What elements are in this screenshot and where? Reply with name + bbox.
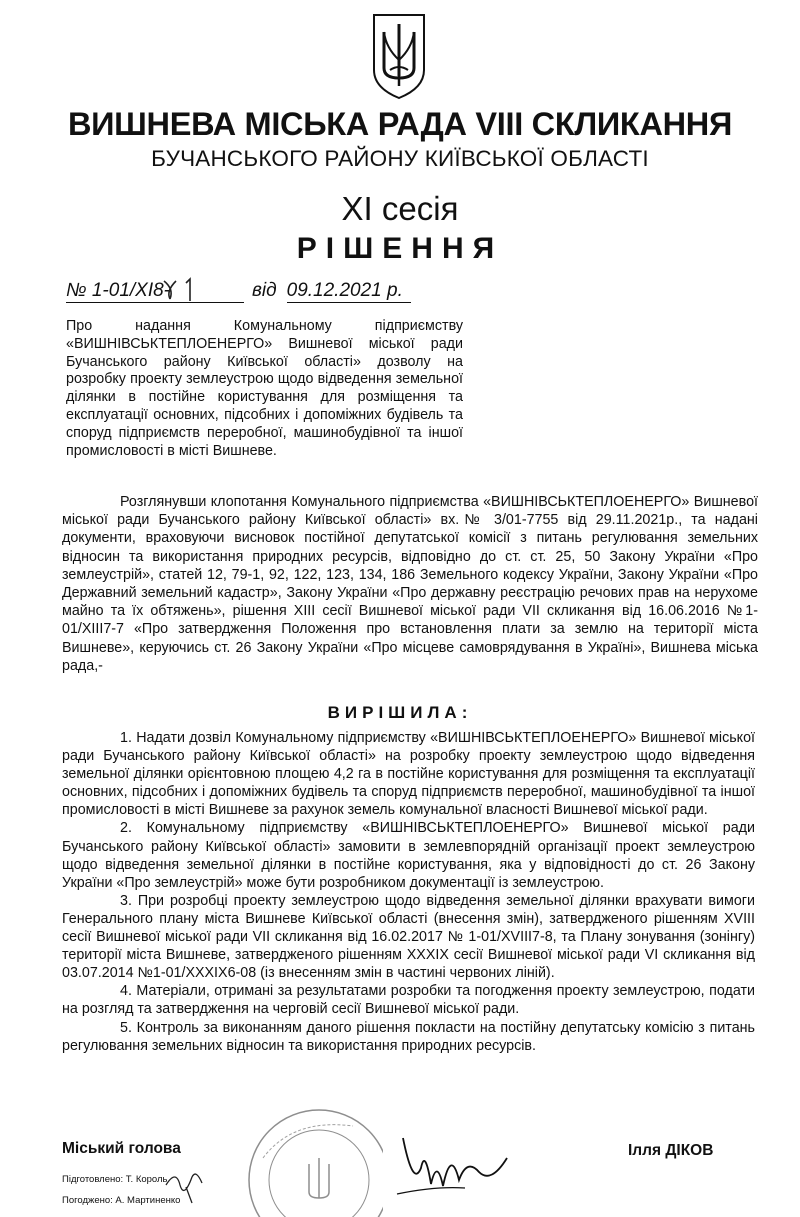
decision-point: 1. Надати дозвіл Комунальному підприємству «ВИШНІВСЬКТЕПЛОЕНЕРГО» Вишневої міської ради Бучанського району Київської області» на розробку проекту землеустрою щодо відведення земельної ділянки орієнтовною площею 4,2 га в постійне користування для розміщення та експлуатації основних, підсобних і допоміжних будівель та споруд підприємств переробної, машинобудівної та іншої промисловості в місті Вишневе за рахунок земель комунальної власності Вишневої міської ради.	[62, 730, 755, 819]
preamble-paragraph: Розглянувши клопотання Комунального підприємства «ВИШНІВСЬКТЕПЛОЕНЕРГО» Вишневої міської ради Бучанського району Київської області» вх.№ 3/01-7755 від 29.11.2021р., та надані документи, враховуючи висновок постійної депутатської комісії з питань регулювання земельних відносин та використання природних ресурсів, відповідно до ст. ст. 25, 50 Закону України «Про землеустрій», статей 12, 79-1, 92, 122, 123, 134, 186 Земельного кодексу України, Закону України «Про Державний земельний кадастр», Закону України «Про державну реєстрацію речових прав на нерухоме майно та їх обтяжень», рішення XIII сесії Вишневої міської ради VII скликання від 16.06.2016 №1-01/XIII7-7 «Про затвердження Положення про встановлення плати за землю на території міста Вишневе», керуючись ст. 26 Закону України «Про місцеве самоврядування в Україні», Вишнева міська рада,-	[62, 494, 758, 674]
document-type: РІШЕННЯ	[296, 232, 504, 265]
agreed-by: Погоджено: А. Мартиненко	[62, 1195, 181, 1206]
decision-point: 4. Матеріали, отримані за результатами розробки та погодження проекту землеустрою, подати на розгляд та затвердження на черговій сесії Вишневої міської ради.	[62, 983, 755, 1018]
prepared-by: Підготовлено: Т. Король	[62, 1174, 168, 1185]
mayor-name: Ілля ДІКОВ	[628, 1142, 714, 1159]
official-seal-stamp	[233, 1098, 383, 1217]
decision-point: 5. Контроль за виконанням даного рішення покласти на постійну депутатську комісію з питань регулювання земельних відносин та використання природних ресурсів.	[62, 1019, 755, 1054]
decision-points	[62, 729, 755, 1055]
trident-coat-of-arms-icon	[370, 12, 428, 100]
mayor-signature	[395, 1128, 515, 1198]
decided-heading: ВИРІШИЛА:	[327, 703, 473, 722]
decision-number: № 1-01/XI8-	[66, 280, 244, 303]
decision-subject: Про надання Комунальному підприємству «ВИШНІВСЬКТЕПЛОЕНЕРГО» Вишневої міської ради Бучанського району Київської області» дозволу на розробку проекту землеустрою щодо відведення земельної ділянки в постійне користування для розміщення та експлуатації основних, підсобних і допоміжних будівель та споруд підприємств переробної, машинобудівної та іншої промисловості в місті Вишневе.	[66, 318, 463, 459]
handwritten-number-mark	[160, 275, 208, 305]
council-title: ВИШНЕВА МІСЬКА РАДА VIII СКЛИКАННЯ	[67, 106, 733, 142]
decision-point: 3. При розробці проекту землеустрою щодо відведення земельної ділянки врахувати вимоги Генерального плану міста Вишневе Київської області (внесення змін), затвердженого рішенням XVIII сесії Вишневої міської ради VII скликання від 16.02.2017 № 1-01/XVIII7-8, та Плану зонування (зонінгу) території міста Вишневе, затвердженого рішенням XXXIX сесії Вишневої міської ради VI скликання від 03.07.2014 №1-01/XXXIX6-08 (із внесенням змін в частині червоних ліній).	[62, 892, 755, 982]
session-title: XI сесія	[341, 190, 459, 227]
decision-number-line	[66, 280, 411, 303]
decision-date: 09.12.2021 р.	[287, 280, 411, 303]
district-subtitle: БУЧАНСЬКОГО РАЙОНУ КИЇВСЬКОЇ ОБЛАСТІ	[151, 146, 649, 171]
date-preposition: від	[252, 280, 277, 301]
decision-point: 2. Комунальному підприємству «ВИШНІВСЬКТЕПЛОЕНЕРГО» Вишневої міської ради Бучанського району Київської області» замовити в землевпорядній організації проект землеустрою щодо відведення земельної ділянки в постійне користування, яка у відповідності до ст. 26 Закону України «Про землеустрій» може бути розробником документації із землеустрою.	[62, 820, 755, 891]
mayor-title: Міський голова	[62, 1140, 181, 1157]
